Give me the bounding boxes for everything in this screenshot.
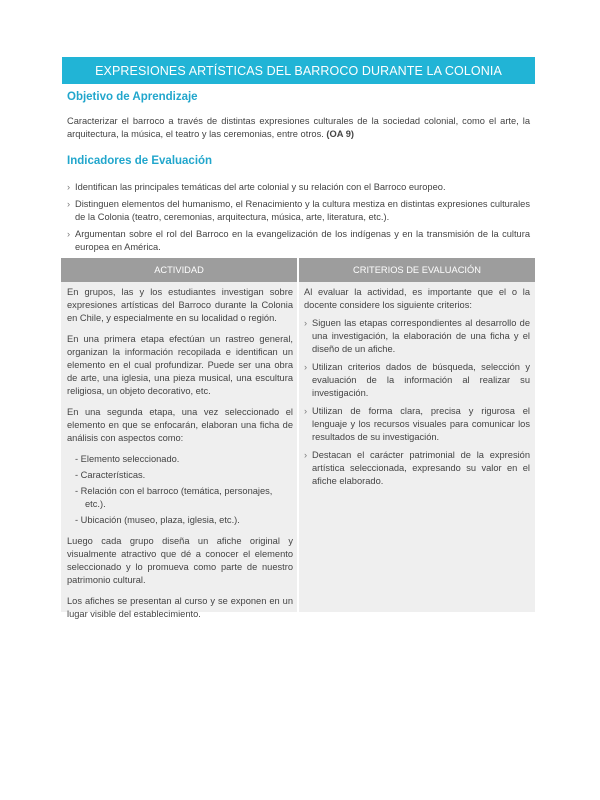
criterio-item: › Utilizan criterios dados de búsqueda, selección y evaluación de la información al realizar su investigación.	[304, 361, 530, 400]
actividad-paragraph: En grupos, las y los estudiantes investigan sobre expresiones artísticas del Barroco durante la Colonia en Chile, y especialmente en su localidad o región.	[67, 287, 293, 323]
indicadores-heading: Indicadores de Evaluación	[67, 155, 213, 167]
actividad-content	[67, 286, 293, 629]
aspecto-item: - Características.	[75, 470, 146, 480]
indicador-item: › Distinguen elementos del humanismo, el Renacimiento y la cultura mestiza en distintas expresiones culturales de la Colonia (teatro, ceremonias, arquitectura, música, arte, literatura, etc.).	[67, 198, 530, 224]
aspecto-item: - Ubicación (museo, plaza, iglesia, etc.).	[75, 515, 240, 525]
indicadores-list	[67, 181, 530, 258]
criterios-content	[304, 286, 530, 493]
indicador-item: › Identifican las principales temáticas del arte colonial y su relación con el Barroco europeo.	[67, 181, 530, 194]
objetivo-text	[67, 115, 530, 141]
criterio-item: › Utilizan de forma clara, precisa y rigurosa el lenguaje y los recursos visuales para comunicar los resultados de su investigación.	[304, 405, 530, 444]
aspecto-item: - Relación con el barroco (temática, personajes, etc.).	[75, 486, 273, 509]
aspectos-list	[67, 453, 293, 527]
actividad-paragraph: En una primera etapa efectúan un rastreo general, organizan la información recopilada e identifican un elemento en el cual profundizar. Puede ser una obra de arte, una iglesia, una pieza musical, una escultura religiosa, un objeto decorativo, etc.	[67, 334, 293, 396]
criterio-item: › Siguen las etapas correspondientes al desarrollo de una investigación, la elaboración de una ficha y el diseño de un afiche.	[304, 317, 530, 356]
objetivo-body: Caracterizar el barroco a través de distintas expresiones culturales de la sociedad colonial, como el arte, la arquitectura, la música, el teatro y las ceremonias, entre otros.	[67, 116, 530, 139]
criterios-list	[304, 317, 530, 488]
criterios-intro: Al evaluar la actividad, es importante que el o la docente considere los siguiente criterios:	[304, 287, 530, 310]
criterio-item: › Destacan el carácter patrimonial de la expresión artística seleccionada, expresando su valor en el afiche elaborado.	[304, 449, 530, 488]
actividad-paragraph: Los afiches se presentan al curso y se exponen en un lugar visible del establecimiento.	[67, 596, 293, 619]
indicador-item: › Argumentan sobre el rol del Barroco en la evangelización de los indígenas y en la transmisión de la cultura europea en América.	[67, 228, 530, 254]
page-title: EXPRESIONES ARTÍSTICAS DEL BARROCO DURANTE LA COLONIA	[95, 63, 502, 78]
page-title-banner	[62, 57, 535, 84]
oa-code: (OA 9)	[326, 129, 354, 139]
header-criterios: CRITERIOS DE EVALUACIÓN	[299, 258, 535, 282]
header-actividad: ACTIVIDAD	[61, 258, 297, 282]
actividad-paragraph: Luego cada grupo diseña un afiche original y visualmente atractivo que dé a conocer el elemento seleccionado y lo promueva como parte de nuestro patrimonio cultural.	[67, 536, 293, 585]
table-header	[61, 258, 535, 282]
actividad-paragraph: En una segunda etapa, una vez seleccionado el elemento en que se enfocarán, elaboran una ficha de análisis con aspectos como:	[67, 407, 293, 443]
objetivo-heading: Objetivo de Aprendizaje	[67, 91, 198, 103]
aspecto-item: - Elemento seleccionado.	[75, 454, 180, 464]
